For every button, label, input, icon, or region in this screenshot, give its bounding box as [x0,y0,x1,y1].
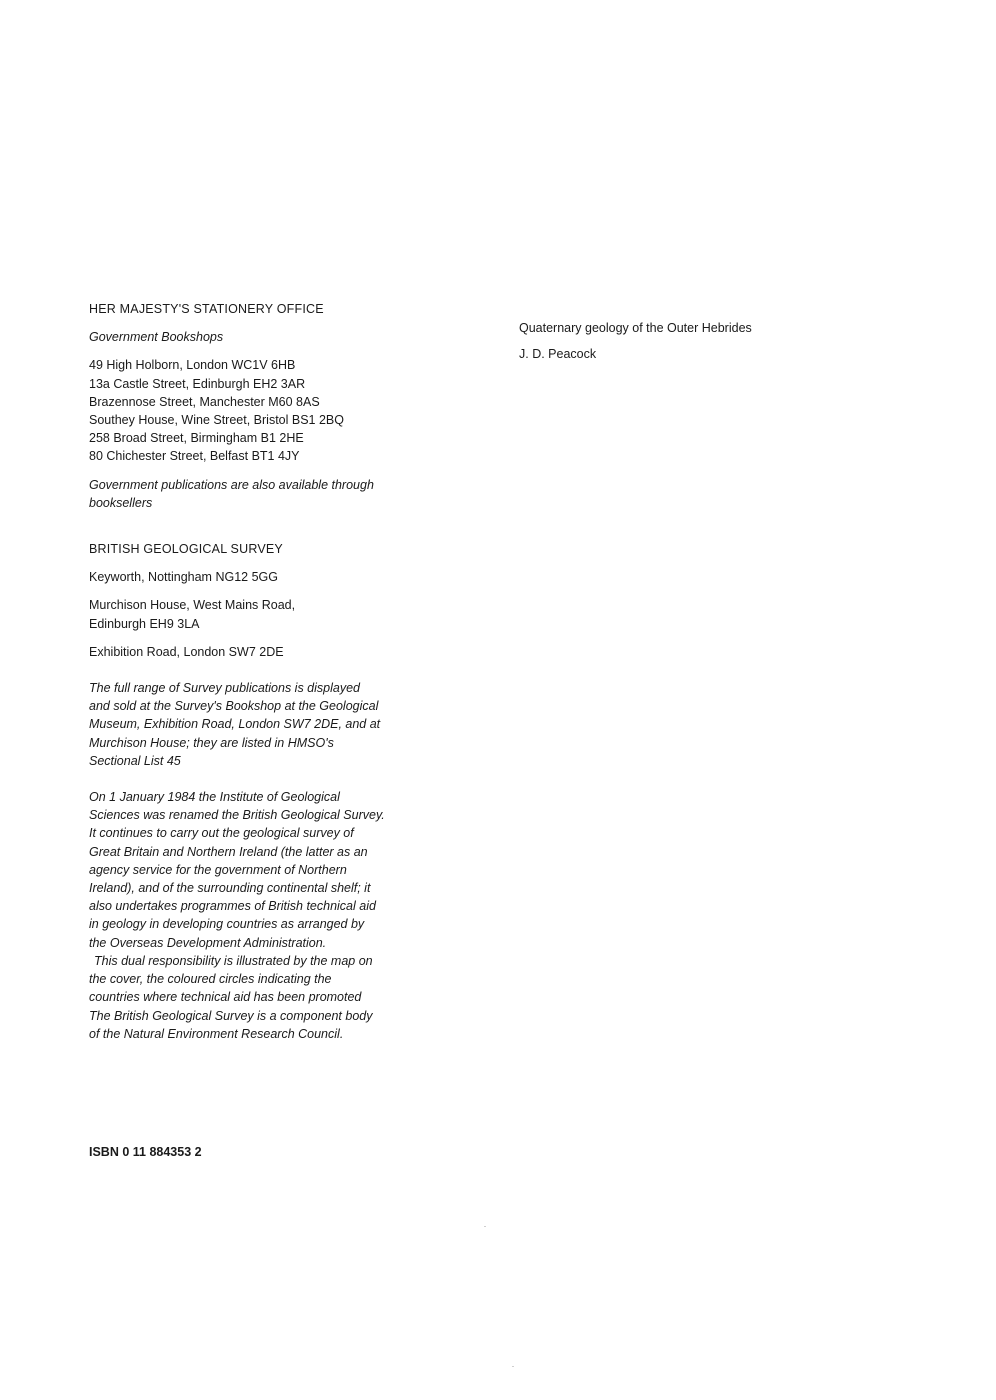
publications-line: The full range of Survey publications is displayed [89,681,360,696]
book-author-wrap [519,345,899,363]
history-line: also undertakes programmes of British technical aid [89,899,376,914]
bgs-heading: BRITISH GEOLOGICAL SURVEY [89,542,283,557]
hmso-note-line: Government publications are also available through [89,477,374,492]
history-line: of the Natural Environment Research Council. [89,1026,344,1041]
scan-speck [512,1366,514,1367]
hmso-subheading-wrap [89,328,434,346]
hmso-address-list [89,356,434,465]
hmso-note [89,476,434,512]
hmso-subheading: Government Bookshops [89,330,224,345]
bgs-keyworth-wrap [89,568,434,586]
bgs-exhibition-address: Exhibition Road, London SW7 2DE [89,644,284,659]
hmso-address: Southey House, Wine Street, Bristol BS1 2BQ [89,413,344,428]
hmso-address: Brazennose Street, Manchester M60 8AS [89,394,320,409]
history-line: Sciences was renamed the British Geological Survey. [89,808,385,823]
history-line: It continues to carry out the geological survey of [89,826,354,841]
history-line: Great Britain and Northern Ireland (the latter as an [89,844,368,859]
history-line: This dual responsibility is illustrated by the map on [94,953,373,968]
bgs-history-paragraph [89,788,434,1043]
hmso-address: 258 Broad Street, Birmingham B1 2HE [89,431,304,446]
bgs-keyworth-address: Keyworth, Nottingham NG12 5GG [89,570,278,585]
publications-line: Sectional List 45 [89,753,181,768]
bgs-heading-wrap [89,540,434,558]
publisher-info-column [89,300,434,1053]
bgs-publications-paragraph [89,679,434,770]
history-line: On 1 January 1984 the Institute of Geological [89,790,340,805]
hmso-address: 13a Castle Street, Edinburgh EH2 3AR [89,376,306,391]
history-line: countries where technical aid has been promoted [89,990,362,1005]
history-line: Ireland), and of the surrounding continental shelf; it [89,881,371,896]
bgs-murchison-address [89,596,434,632]
history-line: in geology in developing countries as arranged by [89,917,365,932]
book-author: J. D. Peacock [519,347,597,362]
isbn-number: ISBN 0 11 884353 2 [89,1145,202,1159]
history-line: agency service for the government of Northern [89,862,347,877]
publications-line: Museum, Exhibition Road, London SW7 2DE, and at [89,717,381,732]
hmso-address: 49 High Holborn, London WC1V 6HB [89,358,296,373]
history-line: The British Geological Survey is a component body [89,1008,373,1023]
hmso-section [89,300,434,318]
publications-line: and sold at the Survey's Bookshop at the Geological [89,699,379,714]
hmso-address: 80 Chichester Street, Belfast BT1 4JY [89,449,300,464]
bgs-murchison-line: Edinburgh EH9 3LA [89,616,200,631]
bgs-murchison-line: Murchison House, West Mains Road, [89,598,296,613]
book-title: Quaternary geology of the Outer Hebrides [519,321,752,335]
publications-line: Murchison House; they are listed in HMSO's [89,735,334,750]
bgs-exhibition-wrap [89,643,434,661]
book-info-column [519,319,899,373]
book-title-wrap [519,319,899,337]
history-line: the Overseas Development Administration. [89,935,327,950]
scan-speck [484,1226,486,1227]
hmso-heading: HER MAJESTY'S STATIONERY OFFICE [89,302,324,316]
hmso-note-line: booksellers [89,495,153,510]
history-line: the cover, the coloured circles indicating the [89,972,332,987]
